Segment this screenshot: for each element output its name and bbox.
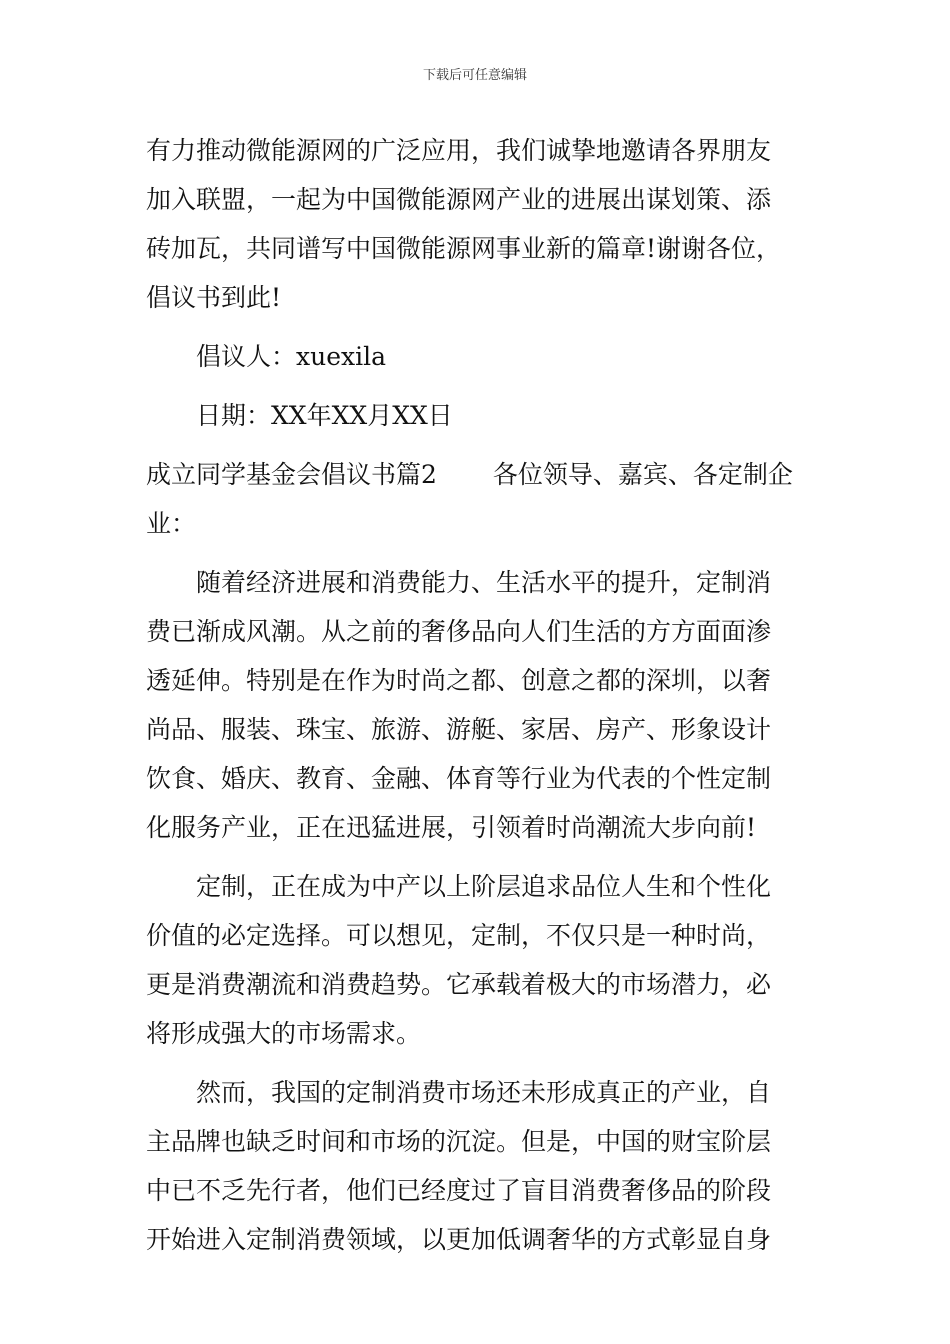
paragraph-line: 然而，我国的定制消费市场还未形成真正的产业，自 xyxy=(146,1078,772,1107)
paragraph-line: 有力推动微能源网的广泛应用，我们诚挚地邀请各界朋友 xyxy=(146,136,772,165)
paragraph-line: 价值的必定选择。可以想见，定制，不仅只是一种时尚， xyxy=(146,921,772,950)
document-body xyxy=(146,126,808,1264)
paragraph-line: 开始进入定制消费领域，以更加低调奢华的方式彰显自身 xyxy=(146,1225,772,1254)
paragraph-line: 透延伸。特别是在作为时尚之都、创意之都的深圳，以奢 xyxy=(146,666,772,695)
paragraph-line: 中已不乏先行者，他们已经度过了盲目消费奢侈品的阶段 xyxy=(146,1176,772,1205)
paragraph-line: 定制，正在成为中产以上阶层追求品位人生和个性化 xyxy=(146,872,772,901)
paragraph-line: 倡议书到此! xyxy=(146,283,282,312)
paragraph-line: 尚品、服装、珠宝、旅游、游艇、家居、房产、形象设计 xyxy=(146,715,772,744)
proposer-line: 倡议人：xuexila xyxy=(146,342,386,371)
section-title: 成立同学基金会倡议书篇2 xyxy=(146,460,437,489)
salutation-cont: 业： xyxy=(146,509,197,538)
page-header: 下载后可任意编辑 xyxy=(422,68,527,83)
paragraph-line: 随着经济进展和消费能力、生活水平的提升，定制消 xyxy=(146,568,772,597)
date-line: 日期：XX年XX月XX日 xyxy=(146,401,453,430)
section-title-line xyxy=(146,450,808,499)
paragraph-line: 加入联盟，一起为中国微能源网产业的进展出谋划策、添 xyxy=(146,185,772,214)
paragraph-line: 更是消费潮流和消费趋势。它承载着极大的市场潜力，必 xyxy=(146,970,772,999)
paragraph-line: 将形成强大的市场需求。 xyxy=(146,1019,422,1048)
paragraph-line: 饮食、婚庆、教育、金融、体育等行业为代表的个性定制 xyxy=(146,764,772,793)
paragraph-line: 化服务产业，正在迅猛进展，引领着时尚潮流大步向前! xyxy=(146,813,757,842)
paragraph-line: 砖加瓦，共同谱写中国微能源网事业新的篇章!谢谢各位， xyxy=(146,234,782,263)
paragraph-line: 主品牌也缺乏时间和市场的沉淀。但是，中国的财宝阶层 xyxy=(146,1127,772,1156)
paragraph-line: 费已渐成风潮。从之前的奢侈品向人们生活的方方面面渗 xyxy=(146,617,772,646)
salutation: 各位领导、嘉宾、各定制企 xyxy=(492,460,793,489)
